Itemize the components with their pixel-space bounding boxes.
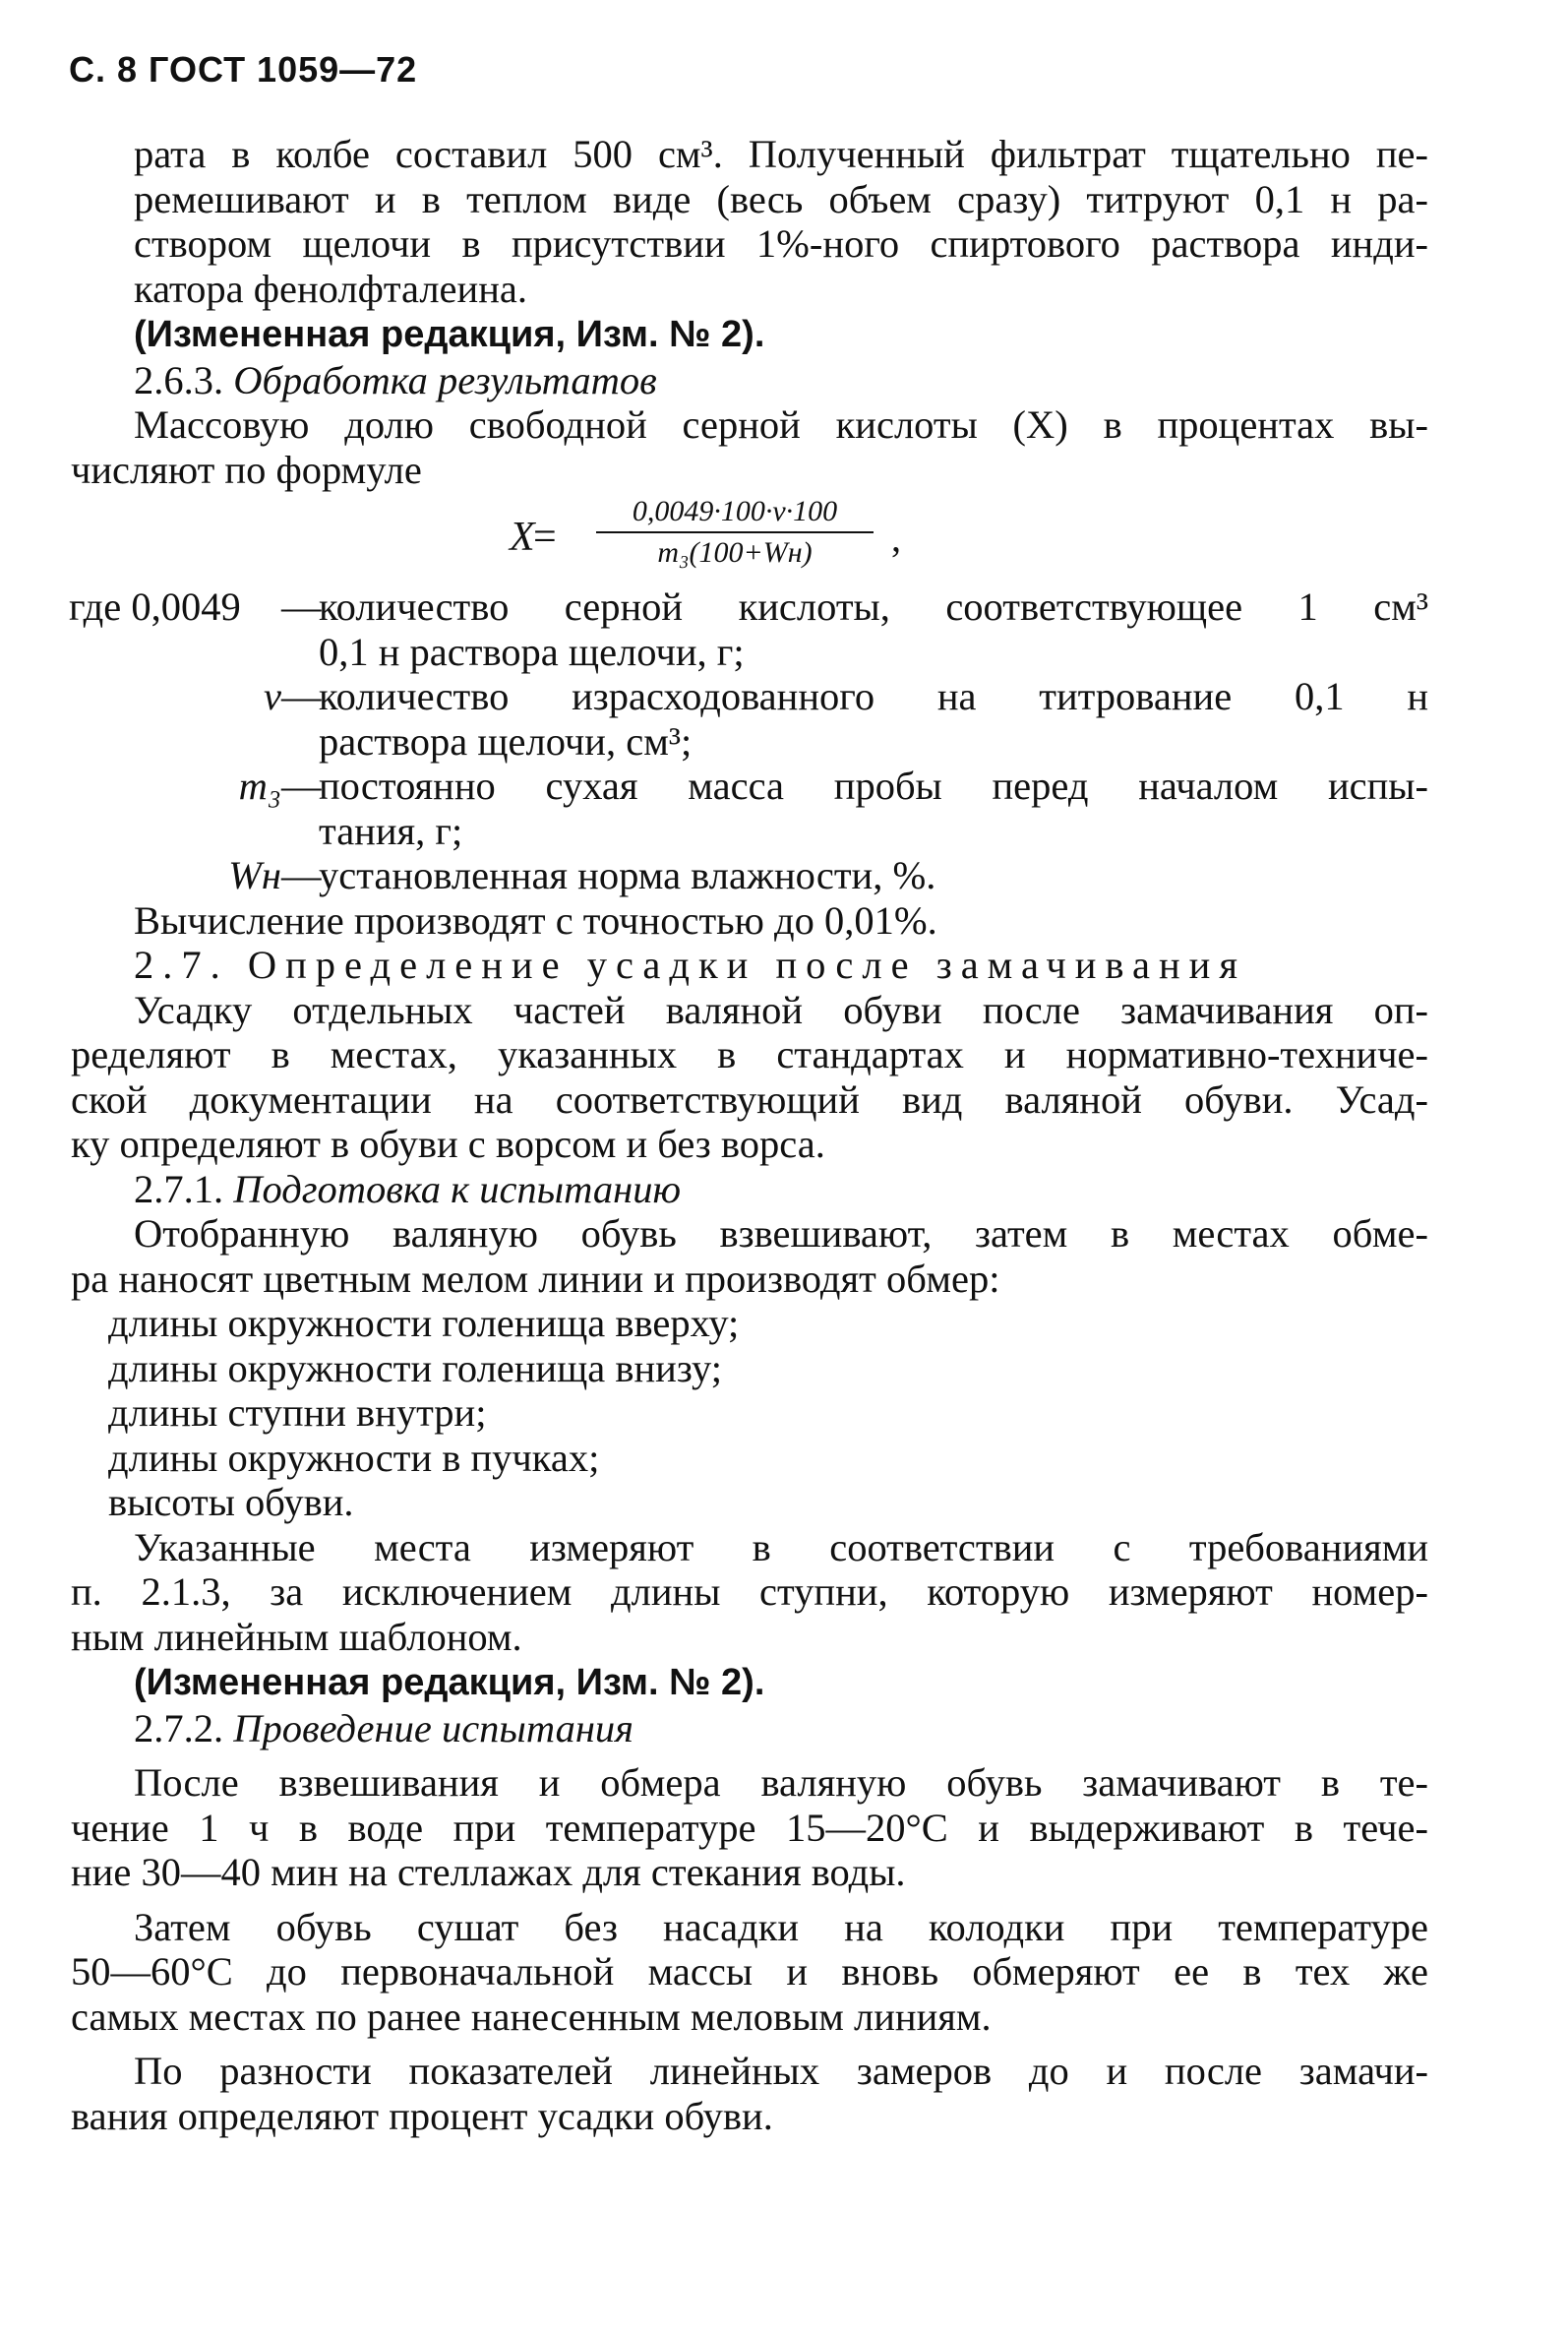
section-title: Проведение испытания <box>233 1705 634 1750</box>
list-item: длины окружности голенища вверху; <box>108 1301 740 1345</box>
page-header: С. 8 ГОСТ 1059—72 <box>69 49 418 90</box>
formula-denominator: m₃(100+Wн) <box>657 536 813 569</box>
section-heading-2-7-1 <box>134 1167 1428 1212</box>
measurement-list <box>108 1301 1428 1525</box>
section-heading-2-6-3 <box>134 358 1428 403</box>
section-title: Подготовка к испытанию <box>233 1166 682 1211</box>
legend-symbol: Wн <box>228 853 281 897</box>
text-line: 50—60°С до первоначальной массы и вновь обмеряют ее в тех же <box>71 1949 1428 1994</box>
section-heading-2-7-2 <box>134 1706 1428 1751</box>
legend-symbol: v <box>264 674 281 718</box>
formula-fraction <box>596 492 874 573</box>
formula-equals: = <box>533 515 557 560</box>
formula <box>134 492 1428 584</box>
text-line: числяют по формуле <box>71 447 422 492</box>
text-line: ние 30—40 мин на стеллажах для стекания воды. <box>71 1850 906 1894</box>
text-line: ным линейным шаблоном. <box>71 1614 522 1659</box>
legend-row <box>134 764 1428 853</box>
text-line: самых местах по ранее нанесенным меловым линиям. <box>71 1994 992 2039</box>
legend-symbol: где 0,0049 <box>69 584 241 629</box>
text-line: По разности показателей линейных замеров до и после замачи- <box>134 2049 1428 2093</box>
text-line: ремешивают и в теплом виде (весь объем сразу) титруют 0,1 н ра- <box>134 176 1428 221</box>
text-line: Вычисление производят с точностью до 0,01%. <box>134 897 937 943</box>
list-item: длины окружности в пучках; <box>108 1435 600 1480</box>
text-line: чение 1 ч в воде при температуре 15—20°С и выдерживают в тече- <box>71 1805 1428 1850</box>
formula-lhs: X <box>510 515 535 560</box>
text-line: вания определяют процент усадки обуви. <box>71 2093 773 2138</box>
text-line: После взвешивания и обмера валяную обувь замачивают в те- <box>134 1760 1428 1805</box>
legend-text: постоянно сухая масса пробы перед началом испы- тания, г; <box>319 764 1428 853</box>
section-number: 2.7.2. <box>134 1705 224 1750</box>
legend-dash: — <box>281 674 322 718</box>
text-line: Отобранную валяную обувь взвешивают, затем в местах обме- <box>134 1211 1428 1256</box>
section-number: 2.6.3. <box>134 357 224 402</box>
section-number: 2.7.1. <box>134 1166 224 1211</box>
formula-trail: , <box>891 516 901 560</box>
text-line: Усадку отдельных частей валяной обуви после замачивания оп- <box>134 987 1428 1032</box>
legend-row <box>134 674 1428 764</box>
revision-note: (Измененная редакция, Изм. № 2). <box>134 1662 765 1703</box>
text-line: ределяют в местах, указанных в стандартах и нормативно-техниче- <box>71 1032 1428 1076</box>
text-line: Указанные места измеряют в соответствии с требованиями <box>134 1524 1428 1569</box>
legend-text: установленная норма влажности, %. <box>319 853 936 897</box>
legend-row <box>134 853 1428 898</box>
text-line: п. 2.1.3, за исключением длины ступни, которую измеряют номер- <box>71 1569 1428 1614</box>
text-line: катора фенолфталеина. <box>134 266 527 311</box>
legend-symbol: m₃ <box>238 764 281 808</box>
text-line: ра наносят цветным мелом линии и производят обмер: <box>71 1256 1000 1301</box>
document-body <box>69 132 1428 2138</box>
text-line: створом щелочи в присутствии 1%-ного спиртового раствора инди- <box>134 221 1428 266</box>
legend-text: количество израсходованного на титрование 0,1 н раствора щелочи, см³; <box>319 674 1428 764</box>
text-line: Массовую долю свободной серной кислоты (X) в процентах вы- <box>134 402 1428 447</box>
text-line: ку определяют в обуви с ворсом и без ворса. <box>71 1122 825 1166</box>
list-item: длины окружности голенища внизу; <box>108 1345 722 1390</box>
legend-row <box>69 584 1428 674</box>
text-line: рата в колбе составил 500 см³. Полученный фильтрат тщательно пе- <box>134 132 1428 176</box>
list-item: высоты обуви. <box>108 1480 354 1524</box>
section-title: Обработка результатов <box>233 357 657 402</box>
legend-text: количество серной кислоты, соответствующее 1 см³ 0,1 н раствора щелочи, г; <box>319 584 1428 674</box>
legend-dash: — <box>281 764 322 808</box>
text-line: Затем обувь сушат без насадки на колодки при температуре <box>134 1904 1428 1949</box>
text-line: ской документации на соответствующий вид валяной обуви. Усад- <box>71 1076 1428 1122</box>
formula-numerator: 0,0049·100·v·100 <box>596 492 874 533</box>
legend-dash: — <box>281 584 322 629</box>
formula-legend <box>69 584 1428 898</box>
section-heading-2-7: 2.7. Определение усадки после замачивания <box>134 943 1246 987</box>
legend-dash: — <box>281 853 322 897</box>
revision-note: (Измененная редакция, Изм. № 2). <box>134 314 765 355</box>
list-item: длины ступни внутри; <box>108 1390 487 1435</box>
